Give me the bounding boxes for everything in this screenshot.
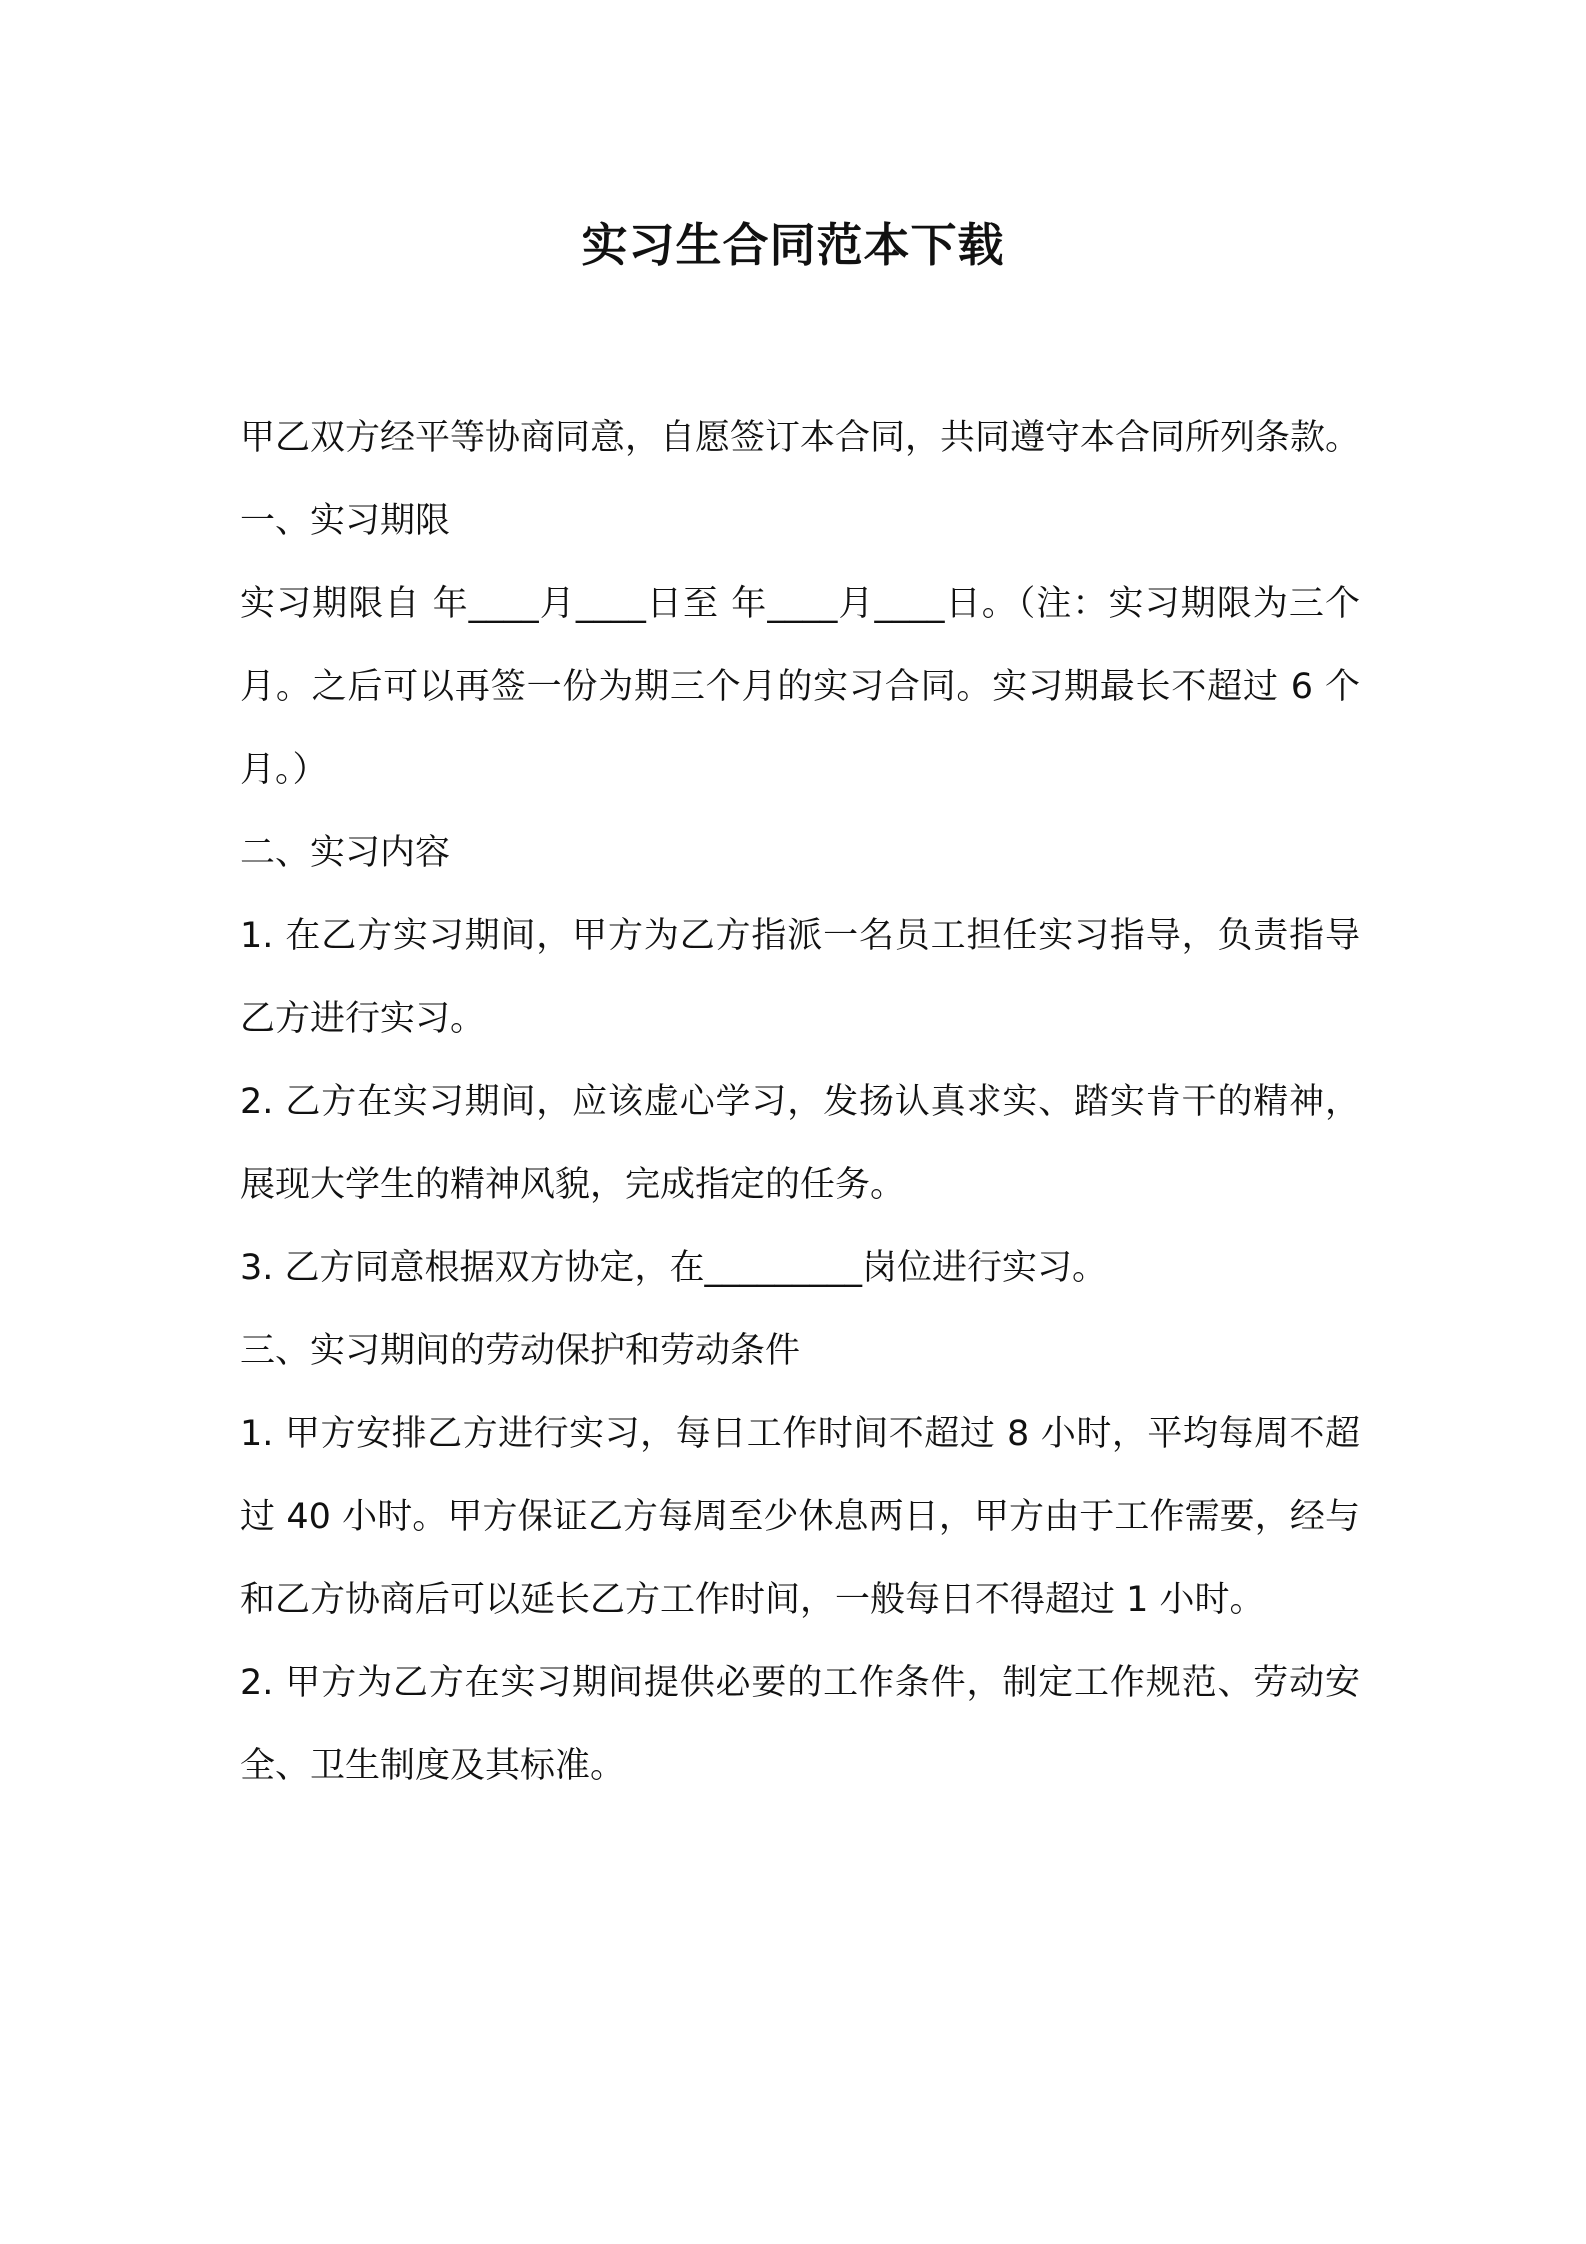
paragraph-content-item-3: 3. 乙方同意根据双方协定，在_________岗位进行实习。 (240, 1248, 1108, 1288)
intro-paragraph: 甲乙双方经平等协商同意，自愿签订本合同，共同遵守本合同所列条款。 (240, 418, 1361, 458)
paragraph-content-item-1: 1. 在乙方实习期间，甲方为乙方指派一名员工担任实习指导，负责指导乙方进行实习。 (240, 916, 1360, 1039)
document-body (240, 397, 1360, 1808)
section-heading-labor-protection: 三、实习期间的劳动保护和劳动条件 (240, 1331, 801, 1371)
paragraph-labor-item-2: 2. 甲方为乙方在实习期间提供必要的工作条件，制定工作规范、劳动安全、卫生制度及其标准。 (240, 1663, 1360, 1786)
document-title: 实习生合同范本下载 (581, 218, 1005, 272)
paragraph-labor-item-1: 1. 甲方安排乙方进行实习，每日工作时间不超过 8 小时，平均每周不超过 40 小时。甲方保证乙方每周至少休息两日，甲方由于工作需要，经与和乙方协商后可以延长乙方工作时间，一般每日不得超过 1 小时。 (240, 1414, 1360, 1620)
section-heading-internship-content: 二、实习内容 (240, 833, 451, 873)
paragraph-internship-period: 实习期限自 年____月____日至 年____月____日。（注：实习期限为三个月。之后可以再签一份为期三个月的实习合同。实习期最长不超过 6 个月。） (240, 584, 1360, 790)
section-heading-internship-period: 一、实习期限 (240, 501, 451, 541)
paragraph-content-item-2: 2. 乙方在实习期间，应该虚心学习，发扬认真求实、踏实肯干的精神，展现大学生的精神风貌，完成指定的任务。 (240, 1082, 1360, 1205)
